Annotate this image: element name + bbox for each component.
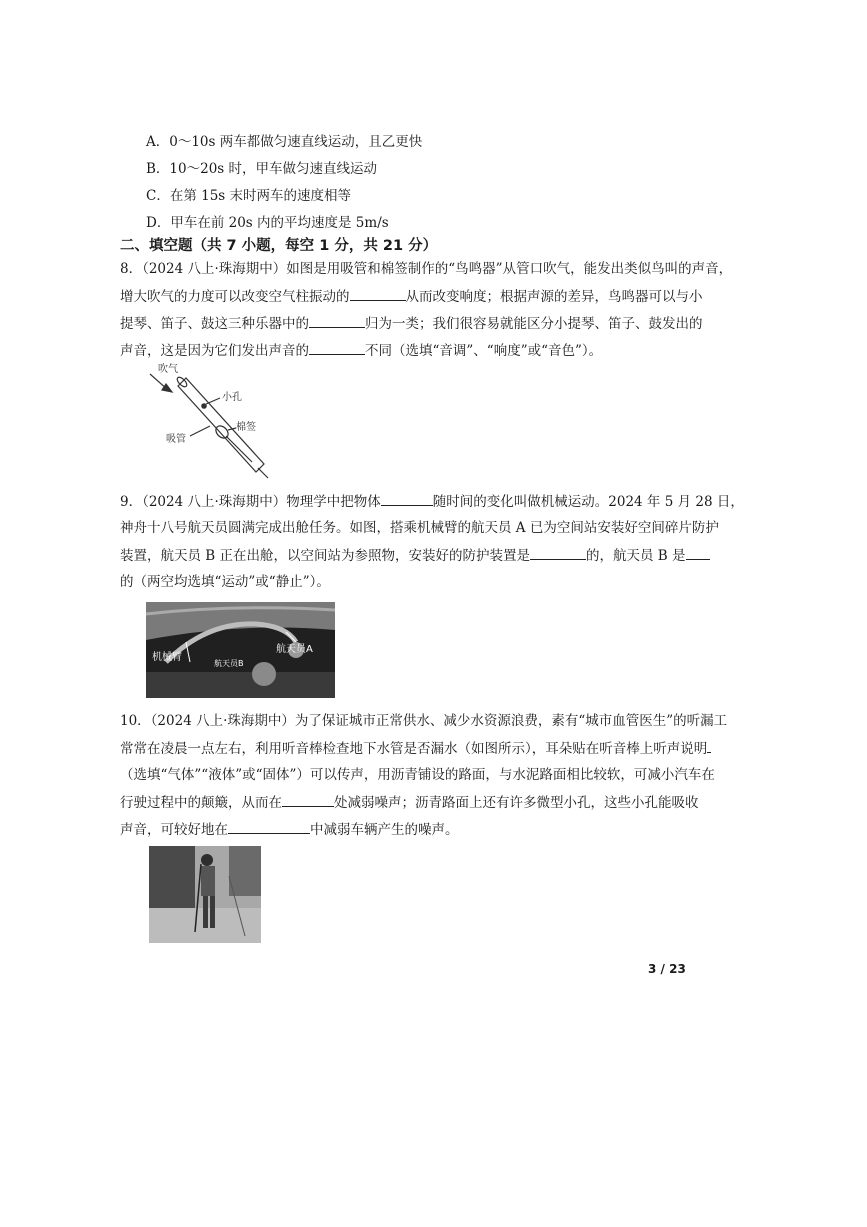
worker-head	[201, 854, 213, 866]
leak-listener-photo	[149, 846, 261, 943]
q8-blank-2[interactable]	[309, 313, 365, 328]
straw-leader	[190, 426, 210, 436]
q9-blank-2[interactable]	[530, 545, 586, 560]
q10-line-2	[120, 738, 711, 759]
label-astronaut-a: 航天员A	[276, 644, 313, 655]
q9-line-1-a: 9．（2024 八上·珠海期中）物理学中把物体	[120, 494, 381, 510]
q9-blank-1[interactable]	[381, 491, 433, 506]
q9-line-3-a: 装置，航天员 B 正在出舱，以空间站为参照物，安装好的防护装置是	[120, 548, 531, 564]
q9-line-4: 的（两空均选填“运动”或“静止”）。	[120, 574, 330, 590]
q10-line-1: 10．（2024 八上·珠海期中）为了保证城市正常供水、减少水资源浪费，素有“城市血管医生”的听漏工	[120, 713, 728, 729]
label-straw: 吸管	[166, 434, 186, 445]
q8-line-3-a: 提琴、笛子、鼓这三种乐器中的	[120, 316, 309, 332]
q9-line-1-b: 随时间的变化叫做机械运动。2024 年 5 月 28 日，	[432, 494, 744, 510]
worker-body	[201, 866, 215, 896]
q9-line-1	[120, 491, 744, 512]
space-station-scene	[146, 602, 335, 698]
q10-line-5	[120, 819, 459, 840]
q8-blank-3[interactable]	[309, 340, 365, 355]
section-title: 二、填空题（共 7 小题，每空 1 分，共 21 分）	[120, 238, 438, 254]
q8-line-1: 8．（2024 八上·珠海期中）如图是用吸管和棉签制作的“鸟鸣器”从管口吹气，能发出类似鸟叫的声音，	[120, 261, 733, 277]
q8-line-2-a: 增大吹气的力度可以改变空气柱振动的	[120, 289, 350, 305]
label-astronaut-b: 航天员B	[214, 659, 244, 668]
q10-line-4-b: 处减弱噪声；沥青路面上还有许多微型小孔，这些小孔能吸收	[334, 795, 699, 811]
q9-line-3	[120, 545, 710, 566]
q10-blank-1[interactable]	[707, 738, 711, 753]
swab-stick	[226, 436, 252, 462]
small-hole	[202, 404, 206, 408]
leak-listener-scene	[149, 846, 261, 943]
hole-leader	[206, 398, 220, 404]
label-hole: 小孔	[222, 392, 242, 403]
page-number: 3 / 23	[648, 962, 686, 976]
option-c: C．在第 15s 末时两车的速度相等	[146, 188, 352, 204]
q10-line-4	[120, 792, 699, 813]
q9-line-2: 神舟十八号航天员圆满完成出舱任务。如图，搭乘机械臂的航天员 A 已为空间站安装好空间碎片防护	[120, 520, 719, 536]
label-robot-arm: 机械臂	[152, 652, 182, 663]
q8-line-4	[120, 340, 602, 361]
q10-line-2-text: 常常在凌晨一点左右，利用听音棒检查地下水管是否漏水（如图所示），耳朵贴在听音棒上听声说明	[120, 741, 708, 757]
q10-line-4-a: 行驶过程中的颠簸，从而在	[120, 795, 282, 811]
q8-line-2-b: 从而改变响度；根据声源的差异，鸟鸣器可以与小	[405, 289, 703, 305]
q8-blank-1[interactable]	[350, 286, 406, 301]
space-station-photo	[146, 602, 335, 698]
bird-whistle-diagram	[140, 362, 280, 484]
q9-line-3-b: 的，航天员 B 是	[586, 548, 686, 564]
q10-line-5-a: 声音，可较好地在	[120, 822, 228, 838]
q8-line-4-a: 声音，这是因为它们发出声音的	[120, 343, 309, 359]
astronaut-b	[252, 662, 276, 686]
option-d: D．甲车在前 20s 内的平均速度是 5m/s	[146, 215, 389, 231]
q8-line-2	[120, 286, 703, 307]
q8-line-3-b: 归为一类；我们很容易就能区分小提琴、笛子、鼓发出的	[365, 316, 703, 332]
option-b: B．10～20s 时，甲车做匀速直线运动	[146, 161, 377, 177]
q10-blank-2[interactable]	[282, 792, 334, 807]
label-swab: 棉签	[236, 422, 256, 433]
q8-line-4-b: 不同（选填“音调”、“响度”或“音色”）。	[365, 343, 603, 359]
q8-line-3	[120, 313, 703, 334]
q10-blank-3[interactable]	[228, 819, 310, 834]
swab-end	[258, 468, 268, 478]
q10-line-5-b: 中减弱车辆产生的噪声。	[310, 822, 459, 838]
q9-blank-3[interactable]	[686, 545, 710, 560]
q10-line-3: （选填“气体”“液体”或“固体”）可以传声，用沥青铺设的路面，与水泥路面相比较软，可减小汽车在	[120, 767, 715, 783]
label-blow: 吹气	[158, 364, 178, 375]
option-a: A．0～10s 两车都做匀速直线运动，且乙更快	[146, 134, 423, 150]
